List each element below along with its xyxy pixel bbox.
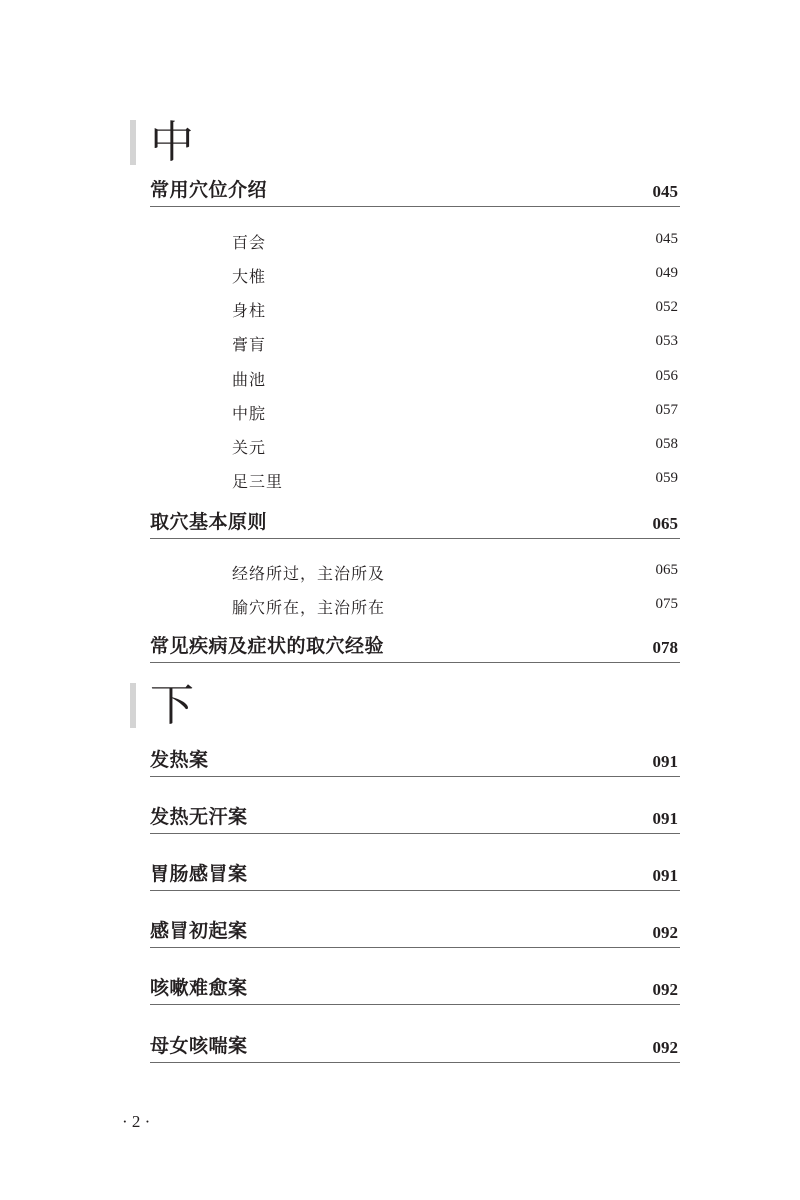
- toc-subentry[interactable]: [232, 330, 678, 354]
- toc-subentry-title: 膏肓: [232, 335, 267, 354]
- toc-subentry-title: 经络所过，主治所及: [232, 564, 386, 583]
- toc-subentry[interactable]: [232, 262, 678, 286]
- section-marker-xia: [130, 683, 136, 728]
- toc-entry-title: 取穴基本原则: [150, 511, 268, 533]
- toc-entry-basic-principles[interactable]: [150, 508, 680, 539]
- toc-entry-case[interactable]: [150, 974, 680, 1005]
- toc-subentry-page: 058: [655, 436, 678, 452]
- toc-entry-case[interactable]: [150, 917, 680, 948]
- toc-subentry-title: 腧穴所在，主治所在: [232, 598, 386, 617]
- toc-entry-page: 065: [652, 514, 678, 533]
- toc-subentry-page: 049: [655, 265, 678, 281]
- toc-subentry-page: 053: [655, 333, 678, 349]
- toc-subentry-page: 045: [655, 231, 678, 247]
- toc-entry-title: 常见疾病及症状的取穴经验: [150, 635, 385, 657]
- toc-entry-title: 发热无汗案: [150, 806, 248, 828]
- toc-entry-title: 咳嗽难愈案: [150, 977, 248, 999]
- toc-subentry[interactable]: [232, 559, 678, 583]
- toc-entry-case[interactable]: [150, 746, 680, 777]
- toc-subentry-page: 059: [655, 470, 678, 486]
- toc-entry-common-acupoints[interactable]: [150, 176, 680, 207]
- toc-subentry[interactable]: [232, 593, 678, 617]
- section-marker-zhong: [130, 120, 136, 165]
- toc-entry-page: 092: [652, 980, 678, 999]
- toc-subentry-title: 足三里: [232, 472, 284, 491]
- toc-entry-title: 胃肠感冒案: [150, 863, 248, 885]
- toc-subentry[interactable]: [232, 228, 678, 252]
- toc-subentry-page: 056: [655, 368, 678, 384]
- toc-entry-title: 发热案: [150, 749, 209, 771]
- toc-subentry-title: 中脘: [232, 404, 267, 423]
- page-number: · 2 ·: [122, 1112, 151, 1131]
- toc-entry-title: 常用穴位介绍: [150, 179, 268, 201]
- toc-entry-page: 078: [652, 638, 678, 657]
- toc-subentry-page: 052: [655, 299, 678, 315]
- toc-subentry-title: 百会: [232, 233, 267, 252]
- toc-entry-common-diseases[interactable]: [150, 632, 680, 663]
- toc-entry-case[interactable]: [150, 1032, 680, 1063]
- toc-entry-page: 092: [652, 1038, 678, 1057]
- toc-subentry-title: 曲池: [232, 370, 267, 389]
- toc-entry-title: 感冒初起案: [150, 920, 248, 942]
- toc-subentry[interactable]: [232, 365, 678, 389]
- toc-entry-page: 045: [652, 182, 678, 201]
- toc-entry-page: 091: [652, 866, 678, 885]
- toc-entry-case[interactable]: [150, 860, 680, 891]
- toc-subentry[interactable]: [232, 433, 678, 457]
- toc-entry-page: 092: [652, 923, 678, 942]
- toc-subentry-page: 057: [655, 402, 678, 418]
- toc-entry-title: 母女咳喘案: [150, 1035, 248, 1057]
- toc-entry-page: 091: [652, 809, 678, 828]
- section-heading-xia: 下: [150, 680, 194, 731]
- toc-subentry-title: 大椎: [232, 267, 267, 286]
- toc-subentry[interactable]: [232, 296, 678, 320]
- toc-subentry[interactable]: [232, 399, 678, 423]
- toc-subentry-title: 关元: [232, 438, 267, 457]
- toc-subentry-page: 075: [655, 596, 678, 612]
- toc-subentry-page: 065: [655, 562, 678, 578]
- toc-subentry[interactable]: [232, 467, 678, 491]
- toc-entry-case[interactable]: [150, 803, 680, 834]
- toc-subentry-title: 身柱: [232, 301, 267, 320]
- toc-entry-page: 091: [652, 752, 678, 771]
- section-heading-zhong: 中: [150, 117, 194, 168]
